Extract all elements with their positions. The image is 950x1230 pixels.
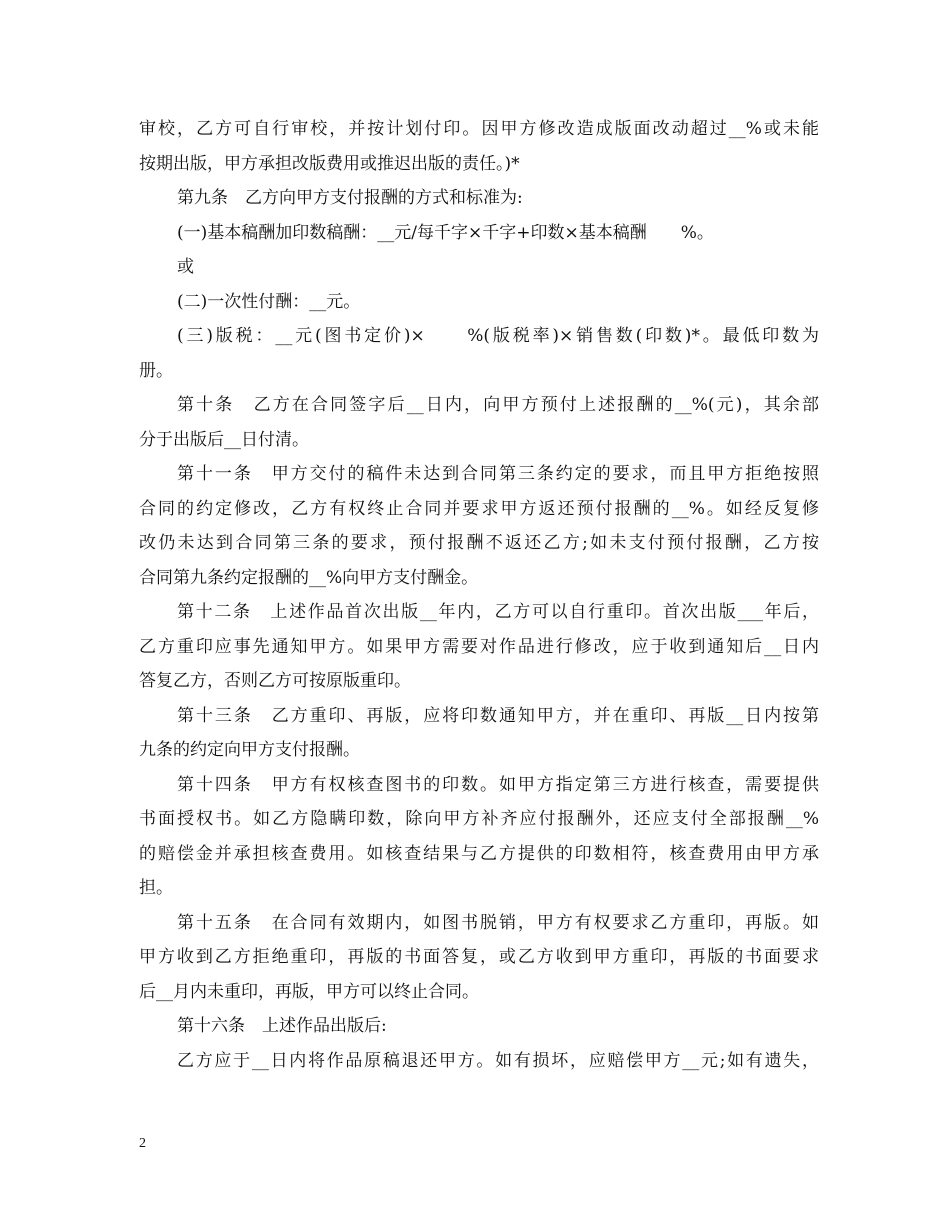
text-line: 第九条 乙方向甲方支付报酬的方式和标准为: (177, 188, 523, 208)
page-number: 2 (139, 1136, 146, 1151)
text-line: 审校，乙方可自行审校，并按计划付印。因甲方修改造成版面改动超过__%或未能 (139, 119, 819, 139)
text-line: (一)基本稿酬加印数稿酬：__元/每千字×千字+印数×基本稿酬 %。 (177, 222, 714, 243)
text-line: 九条的约定向甲方支付报酬。 (139, 740, 360, 760)
text-line: 甲方收到乙方拒绝重印，再版的书面答复，或乙方收到甲方重印，再版的书面要求 (139, 947, 819, 967)
text-line: 书面授权书。如乙方隐瞒印数，除向甲方补齐应付报酬外，还应支付全部报酬__% (139, 809, 819, 829)
text-line: 担。 (139, 878, 173, 898)
text-line: 答复乙方，否则乙方可按原版重印。 (139, 671, 411, 691)
text-line: 第十条 乙方在合同签字后__日内，向甲方预付上述报酬的__%(元)，其余部 (177, 395, 819, 415)
text-line: 册。 (139, 360, 173, 381)
text-line: (三)版税：__元(图书定价)× %(版税率)×销售数(印数)*。最低印数为 (177, 326, 819, 346)
text-line: 分于出版后__日付清。 (139, 429, 309, 450)
text-line: 后__月内未重印，再版，甲方可以终止合同。 (139, 981, 479, 1002)
text-line: 合同第九条约定报酬的__%向甲方支付酬金。 (139, 567, 479, 588)
text-line: 第十六条 上述作品出版后: (177, 1016, 387, 1036)
text-line: 或 (177, 257, 194, 277)
text-line: 按期出版，甲方承担改版费用或推迟出版的责任。)* (139, 153, 520, 174)
text-line: 第十二条 上述作品首次出版__年内，乙方可以自行重印。首次出版___年后， (177, 602, 819, 622)
text-line: 第十三条 乙方重印、再版，应将印数通知甲方，并在重印、再版__日内按第 (177, 705, 819, 726)
text-line: (二)一次性付酬：__元。 (177, 291, 361, 312)
text-line: 第十一条 甲方交付的稿件未达到合同第三条约定的要求，而且甲方拒绝按照 (177, 464, 819, 484)
text-line: 第十五条 在合同有效期内，如图书脱销，甲方有权要求乙方重印，再版。如 (177, 912, 819, 933)
text-line: 第十四条 甲方有权核查图书的印数。如甲方指定第三方进行核查，需要提供 (177, 774, 819, 795)
text-line: 乙方重印应事先通知甲方。如果甲方需要对作品进行修改，应于收到通知后__日内 (139, 636, 819, 657)
text-line: 乙方应于__日内将作品原稿退还甲方。如有损坏，应赔偿甲方__元;如有遗失， (177, 1050, 819, 1071)
text-line: 的赔偿金并承担核查费用。如核查结果与乙方提供的印数相符，核查费用由甲方承 (139, 843, 819, 864)
text-line: 改仍未达到合同第三条的要求，预付报酬不返还乙方;如未支付预付报酬，乙方按 (139, 533, 819, 553)
document-body (139, 112, 819, 1078)
text-line: 合同的约定修改，乙方有权终止合同并要求甲方返还预付报酬的__%。如经反复修 (139, 498, 819, 519)
